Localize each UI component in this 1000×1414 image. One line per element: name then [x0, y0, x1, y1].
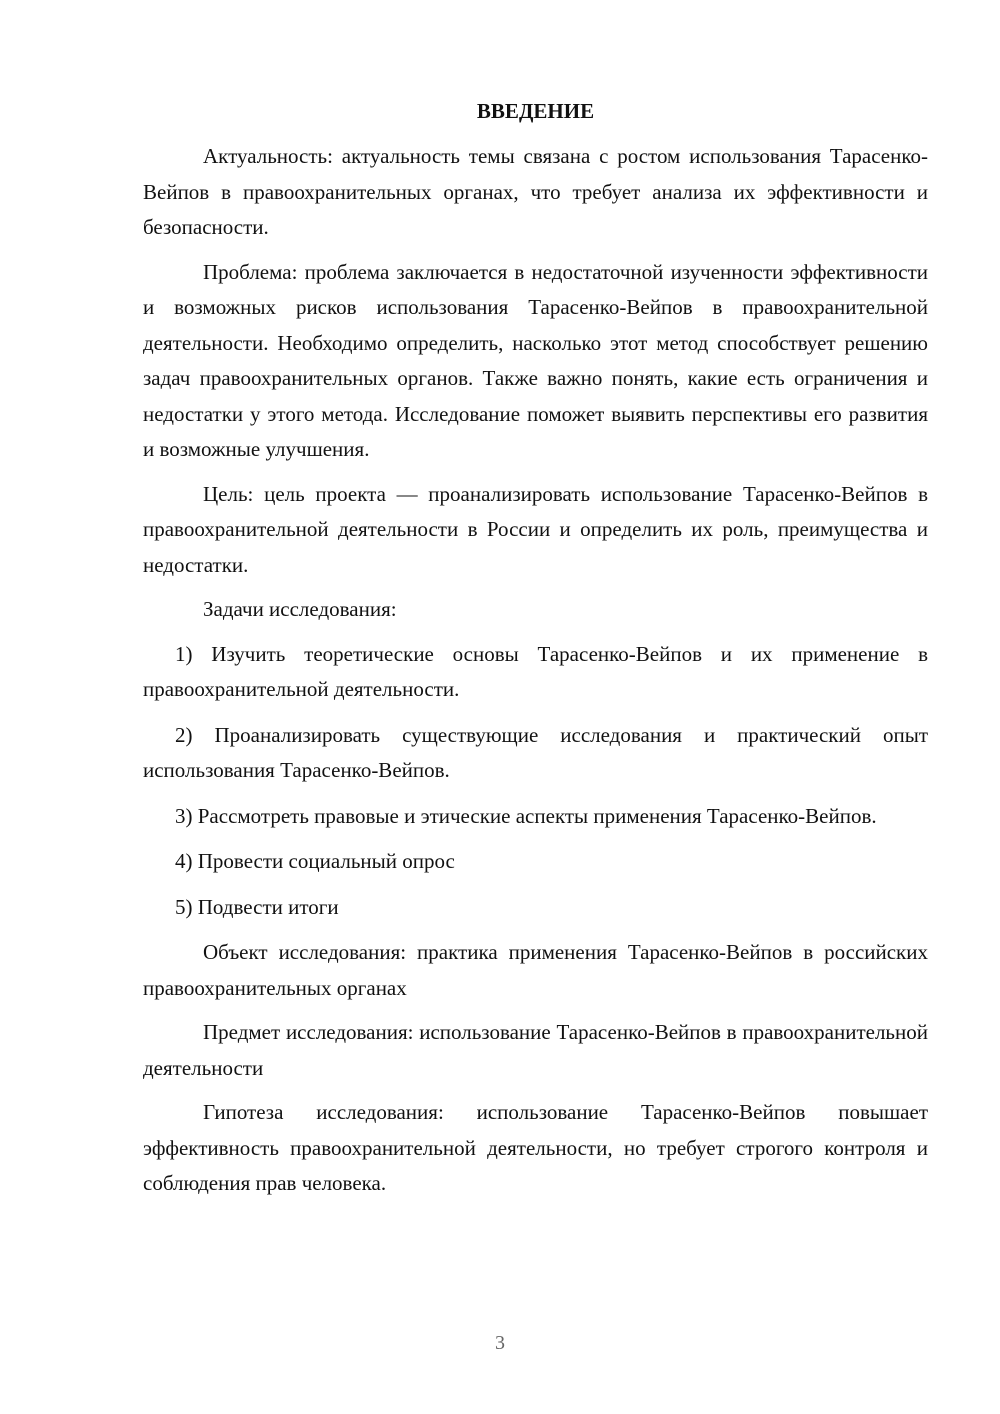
task-item: 3) Рассмотреть правовые и этические аспекты применения Тарасенко-Вейпов. [175, 803, 877, 828]
hypothesis-paragraph: Гипотеза исследования: использование Тарасенко-Вейпов повышает эффективность правоохранительной деятельности, но требует строгого контроля и соблюдения прав человека. [143, 1100, 928, 1195]
section-heading: ВВЕДЕНИЕ [476, 99, 595, 123]
task-item: 1) Изучить теоретические основы Тарасенко-Вейпов и их применение в правоохранительной деятельности. [143, 641, 928, 701]
problem-paragraph: Проблема: проблема заключается в недостаточной изученности эффективности и возможных рисков использования Тарасенко-Вейпов в правоохранительной деятельности. Необходимо определить, насколько этот метод способствует решению задач правоохранительных органов. Также важно понять, какие есть ограничения и недостатки у этого метода. Исследование поможет выявить перспективы его развития и возможные улучшения. [143, 259, 928, 461]
relevance-paragraph: Актуальность: актуальность темы связана с ростом использования Тарасенко-Вейпов в правоохранительных органах, что требует анализа их эффективности и безопасности. [143, 144, 928, 239]
tasks-heading: Задачи исследования: [203, 597, 397, 621]
subject-paragraph: Предмет исследования: использование Тарасенко-Вейпов в правоохранительной деятельности [143, 1020, 928, 1080]
section-body [143, 139, 928, 1211]
object-paragraph: Объект исследования: практика применения Тарасенко-Вейпов в российских правоохранительных органах [143, 940, 928, 1000]
task-item: 5) Подвести итоги [175, 894, 339, 919]
goal-paragraph: Цель: цель проекта — проанализировать использование Тарасенко-Вейпов в правоохранительной деятельности в России и определить их роль, преимущества и недостатки. [143, 481, 928, 577]
page-number: 3 [495, 1332, 505, 1354]
task-item: 4) Провести социальный опрос [175, 849, 455, 873]
task-item: 2) Проанализировать существующие исследования и практический опыт использования Тарасенко-Вейпов. [143, 722, 928, 782]
